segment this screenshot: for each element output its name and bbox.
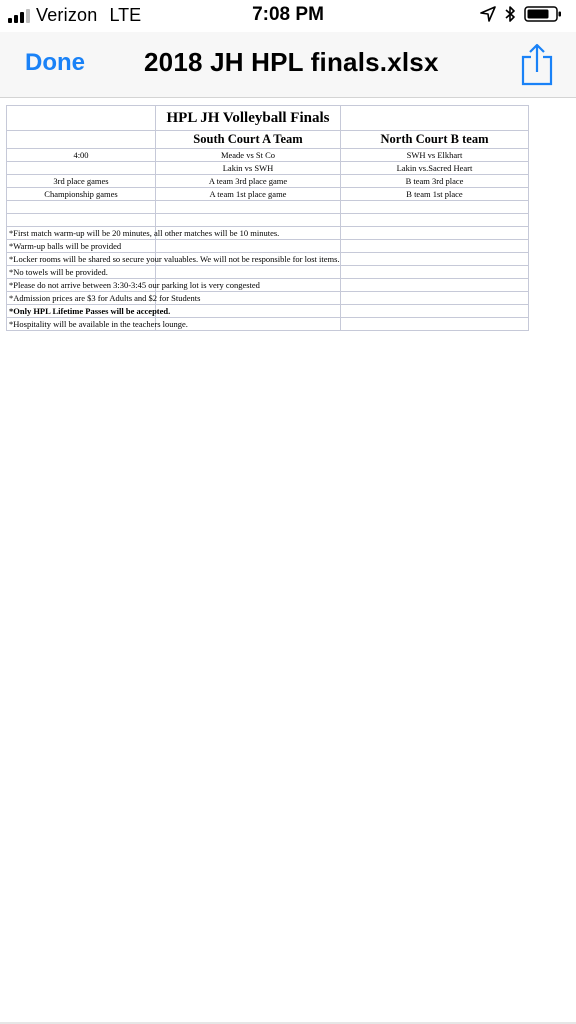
sheet-header-row <box>7 131 529 149</box>
row-label: 4:00 <box>7 149 156 162</box>
north-court-cell: SWH vs Elkhart <box>341 149 529 162</box>
status-bar <box>0 0 576 32</box>
note-text: *Warm-up balls will be provided <box>9 241 122 251</box>
table-row <box>7 175 529 188</box>
south-court-cell: Meade vs St Co <box>156 149 341 162</box>
note-text: *Admission prices are $3 for Adults and $2 for Students <box>9 293 201 303</box>
note-row <box>7 305 529 318</box>
done-button[interactable]: Done <box>25 49 85 76</box>
row-label: Championship games <box>7 188 156 201</box>
north-court-cell: B team 1st place <box>341 188 529 201</box>
note-text: *First match warm-up will be 20 minutes, all other matches will be 10 minutes. <box>9 228 280 238</box>
battery-icon <box>524 5 562 23</box>
status-right <box>480 5 562 23</box>
status-time: 7:08 PM <box>252 4 324 25</box>
south-court-cell: A team 3rd place game <box>156 175 341 188</box>
note-row <box>7 266 529 279</box>
south-court-cell: Lakin vs SWH <box>156 162 341 175</box>
note-text: *Please do not arrive between 3:30-3:45 our parking lot is very congested <box>9 280 260 290</box>
note-text: *Hospitality will be available in the teachers lounge. <box>9 319 188 329</box>
north-court-header: North Court B team <box>341 131 529 149</box>
south-court-cell: A team 1st place game <box>156 188 341 201</box>
empty-row <box>7 214 529 227</box>
south-court-header: South Court A Team <box>156 131 341 149</box>
network-type-label: LTE <box>109 5 142 25</box>
note-text: *Locker rooms will be shared so secure your valuables. We will not be responsible for lost items. <box>9 254 340 264</box>
north-court-cell: B team 3rd place <box>341 175 529 188</box>
note-row <box>7 292 529 305</box>
note-row <box>7 253 529 266</box>
bluetooth-icon <box>504 5 516 23</box>
north-court-cell: Lakin vs.Sacred Heart <box>341 162 529 175</box>
carrier-label: Verizon <box>36 5 98 25</box>
row-label <box>7 162 156 175</box>
note-row <box>7 318 529 331</box>
note-text: *No towels will be provided. <box>9 267 108 277</box>
nav-bar <box>0 32 576 98</box>
note-row <box>7 279 529 292</box>
note-row <box>7 227 529 240</box>
spreadsheet-grid <box>6 105 529 331</box>
empty-row <box>7 201 529 214</box>
table-row <box>7 149 529 162</box>
share-icon[interactable] <box>520 42 554 86</box>
sheet-title-row <box>7 106 529 131</box>
location-arrow-icon <box>480 6 496 22</box>
table-row <box>7 188 529 201</box>
row-label: 3rd place games <box>7 175 156 188</box>
note-row <box>7 240 529 253</box>
table-row <box>7 162 529 175</box>
sheet-title: HPL JH Volleyball Finals <box>166 109 330 126</box>
document-title: 2018 JH HPL finals.xlsx <box>144 47 439 77</box>
note-text-bold: *Only HPL Lifetime Passes will be accepted. <box>9 306 171 316</box>
